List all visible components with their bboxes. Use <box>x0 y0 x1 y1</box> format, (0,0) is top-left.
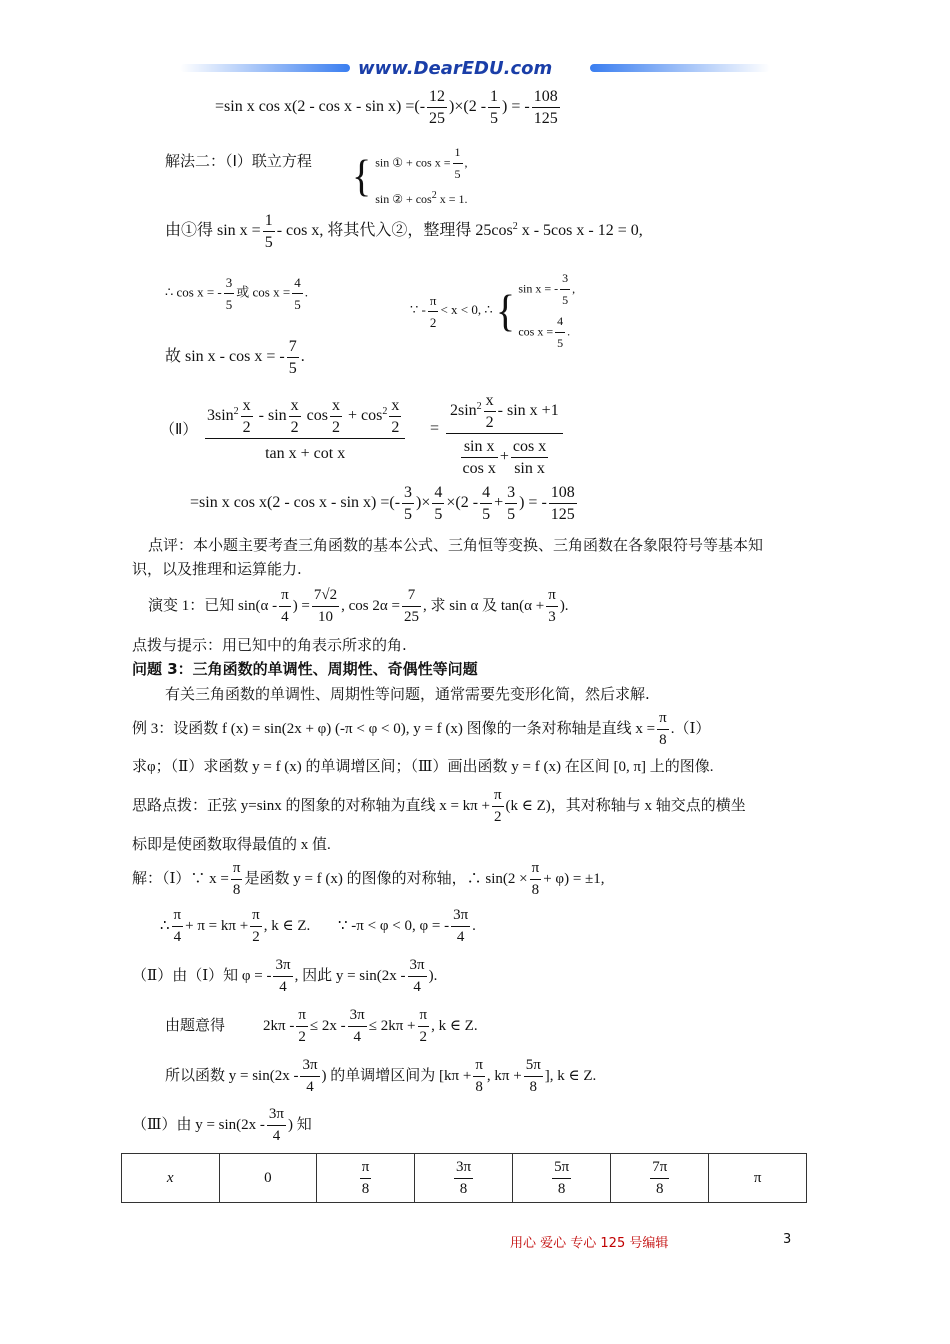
hint: 点拨与提示：用已知中的角表示所求的角. <box>132 636 407 654</box>
solution-1-line-2: ∴ $\frac{\pi}{4}$ + π = kπ + $\frac{\pi}{2}$ , k ∈ Z. ∵ -π < φ < 0, φ = - $\frac{3\pi}{4}$ . <box>160 907 476 945</box>
comment-line-2: 识，以及推理和运算能力. <box>132 560 302 578</box>
header-bar-left <box>180 64 350 72</box>
page-number: 3 <box>783 1232 792 1247</box>
comment-line-1: 点评：本小题主要考查三角函数的基本公式、三角恒等变换、三角函数在各象限符号等基本知 <box>148 536 764 554</box>
part-two-lhs: $3\sin^2$ $\frac{x}{2}$ - sin $\frac{x}{2}$ cos $\frac{x}{2}$ + $\cos^2$ $\frac{x}{2}$ tan x + cot x <box>205 395 405 463</box>
footer-text: 用心 爱心 专心 125 号编辑 <box>510 1236 669 1251</box>
idea-line-2: 标即是使函数取得最值的 x 值. <box>132 837 331 853</box>
solution-2-line-3: 所以函数 y = sin(2x - $\frac{3\pi}{4}$ ) 的单调增区间为 [kπ + $\frac{\pi}{8}$ , kπ + $\frac{5\pi}{8}$ ], k ∈ Z. <box>165 1057 597 1095</box>
solution-two-label: 解法二：（Ⅰ）联立方程 <box>165 152 312 170</box>
solution-3-line-1: （Ⅲ）由 y = sin(2x - $\frac{3\pi}{4}$ ) 知 <box>132 1106 312 1144</box>
solution-2-line-1: （Ⅱ）由（Ⅰ）知 φ = - $\frac{3\pi}{4}$ , 因此 y = sin(2x - $\frac{3\pi}{4}$ ). <box>132 957 438 995</box>
values-table <box>121 1153 807 1203</box>
line-7: =sin x cos x(2 - cos x - sin x) =(- $\frac{3}{5}$ )× $\frac{4}{5}$ ×(2 - $\frac{4}{5}$ + $\frac{3}{5}$ ) = - $\frac{108}{125}$ <box>190 484 575 523</box>
table-header-cell: x <box>122 1154 220 1203</box>
variation-1: 演变 1：已知 sin(α - $\frac{\pi}{4}$ ) = $\frac{7√2}{10}$ , cos 2α = $\frac{7}{25}$ , 求 sin α 及 tan(α + $\frac{\pi}{3}$ ). <box>148 587 569 625</box>
solution-2-line-2: 由题意得 2kπ - $\frac{\pi}{2}$ ≤ 2x - $\frac{3\pi}{4}$ ≤ 2kπ + $\frac{\pi}{2}$ , k ∈ Z. <box>165 1007 478 1045</box>
table-cell: $\frac{7\pi}{8}$ <box>611 1154 709 1203</box>
part-two-label: （Ⅱ） <box>160 420 198 438</box>
table-cell: π <box>709 1154 807 1203</box>
line-3: 由①得 sin x = $\frac{1}{5}$ - cos x, 将其代入②，整理得 $25\cos^2$ x - 5cos x - 12 = 0, <box>165 212 643 251</box>
idea-line-1: 思路点拨：正弦 y=sinx 的图象的对称轴为直线 x = kπ + $\frac{\pi}{2}$ (k ∈ Z)，其对称轴与 x 轴交点的横坐 <box>132 787 746 825</box>
solution-1-line-1: 解：（Ⅰ）∵ x = $\frac{\pi}{8}$ 是函数 y = f (x) 的图像的对称轴，∴ sin(2 × $\frac{\pi}{8}$ + φ) = ±1, <box>132 860 605 898</box>
line-4: ∴ cos x = - $\frac{3}{5}$ 或 cos x = $\frac{4}{5}$ . <box>165 272 308 315</box>
table-cell: $\frac{5\pi}{8}$ <box>513 1154 611 1203</box>
example-3-line-2: 求φ；（Ⅱ）求函数 y = f (x) 的单调增区间；（Ⅲ）画出函数 y = f (x) 在区间 [0, π] 上的图像. <box>132 759 714 775</box>
table-row <box>122 1154 807 1203</box>
part-two-rhs: $2\sin^2$ $\frac{x}{2}$ - sin x +1 $\frac{\text{sin x}}{\text{cos x}}$ + $\frac{\text{cos x}}{\text{sin x}}$ <box>446 390 563 479</box>
table-cell: 0 <box>219 1154 317 1203</box>
example-3-line-1: 例 3：设函数 f (x) = sin(2x + φ) (-π < φ < 0), y = f (x) 图像的一条对称轴是直线 x = $\frac{\pi}{8}$ .（Ⅰ） <box>132 710 711 748</box>
question-3-title: 问题 3：三角函数的单调性、周期性、奇偶性等问题 <box>132 660 478 678</box>
part-two-equals: = <box>430 420 440 437</box>
header-bar-right <box>590 64 770 72</box>
table-cell: $\frac{\pi}{8}$ <box>317 1154 415 1203</box>
question-3-intro: 有关三角函数的单调性、周期性等问题，通常需要先变形化简，然后求解. <box>165 685 650 703</box>
line-1: =sin x cos x(2 - cos x - sin x) =(- $\frac{12}{25}$ )×(2 - $\frac{1}{5}$ ) = - $\frac{108}{125}$ <box>215 88 558 127</box>
header-brand[interactable]: www.DearEDU.com <box>358 58 553 79</box>
equation-system: { sin ① + cos x = $\frac{1}{5}$ , sin ② + $\cos^2 x = 1$. <box>352 142 468 210</box>
line-4-condition: ∵ - $\frac{\pi}{2}$ < x < 0, ∴ { sin x = - $\frac{3}{5}$ , cos x = $\frac{4}{5}$ . <box>410 268 575 354</box>
table-cell: $\frac{3\pi}{8}$ <box>414 1154 512 1203</box>
line-5: 故 sin x - cos x = - $\frac{7}{5}$ . <box>165 338 305 377</box>
